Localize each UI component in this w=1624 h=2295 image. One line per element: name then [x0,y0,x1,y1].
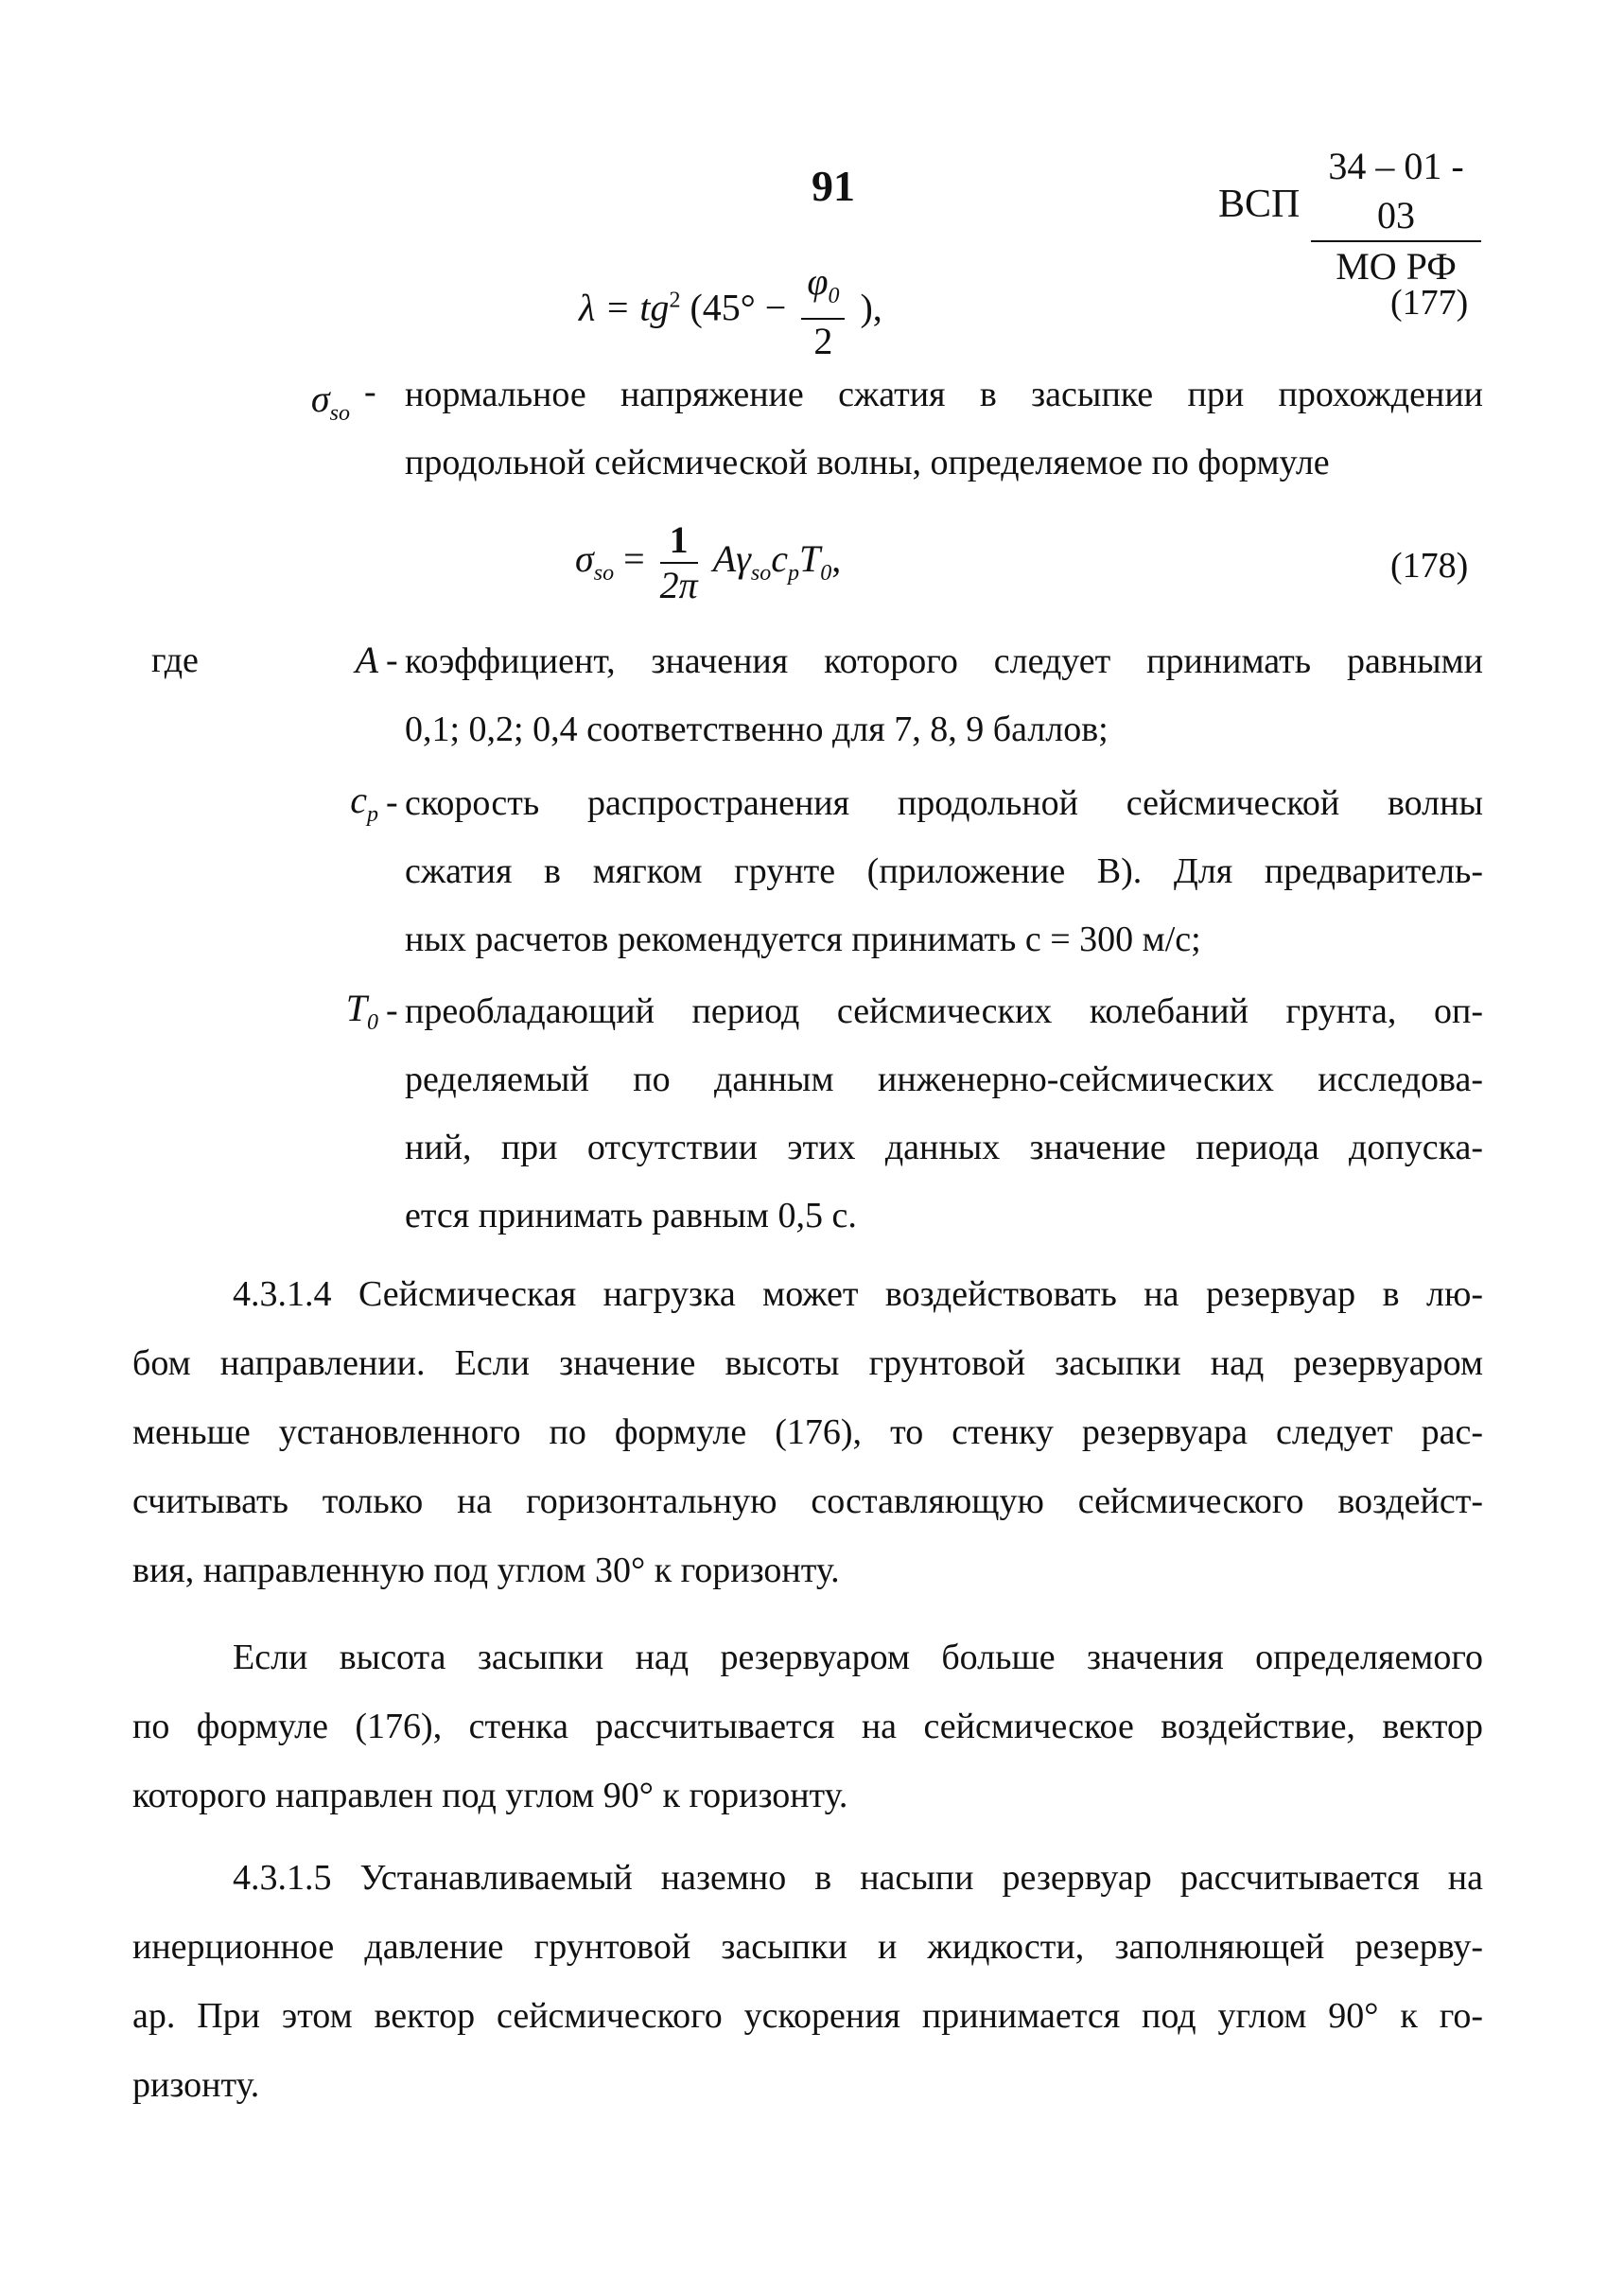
definition-A-symbol: A [355,639,378,681]
where-word: где [151,640,199,680]
para-4314-line-5: вия, направленную под углом 30° к горизонту. [132,1550,840,1590]
para-4314-line-2: бом направлении. Если значение высоты грунтовой засыпки над резервуаром [132,1343,1483,1383]
formula-178-eq: = [623,537,645,581]
formula-178 [575,518,841,607]
para-4315-line-2: инерционное давление грунтовой засыпки и жидкости, заполняющей резерву- [132,1927,1483,1967]
definition-T0-letter: T [345,987,367,1029]
definition-cp-line-3: ных расчетов рекомендуется принимать c = 300 м/с; [405,920,1201,959]
para-4315-line-4: ризонту. [132,2065,260,2105]
definition-T0-symbol [293,986,378,1036]
formula-177-frac-num-sub: 0 [828,284,840,308]
formula-178-frac-den: 2π [659,564,698,606]
sigma-so-line-1: нормальное напряжение сжатия в засыпке при прохождении [405,375,1483,414]
document-code-fraction [1311,142,1481,291]
para-4314-line-1: 4.3.1.4 Сейсмическая нагрузка может воздействовать на резервуар в лю- [233,1274,1483,1314]
definition-T0-line-4: ется принимать равным 0,5 с. [405,1196,857,1235]
definition-cp-sub: p [367,802,378,827]
definition-T0-sub: 0 [367,1010,378,1035]
document-code-prefix: ВСП [1218,183,1301,226]
formula-177-frac-num: φ [807,260,829,303]
sigma-so-line-2: продольной сейсмической волны, определяемое по формуле [405,443,1330,482]
definition-A-line-1: коэффициент, значения которого следует принимать равными [405,641,1483,681]
definition-cp-line-1: скорость распространения продольной сейсмической волны [405,783,1483,823]
formula-177 [579,260,882,363]
equation-number-177: (177) [1390,283,1469,323]
page-number: 91 [812,162,855,210]
para-4314-line-4: считывать только на горизонтальную составляющую сейсмического воздейст- [132,1481,1483,1521]
para-4315-line-3: ар. При этом вектор сейсмического ускорения принимается под углом 90° к го- [132,1996,1483,2036]
para-4314-line-3: меньше установленного по формуле (176), то стенку резервуара следует рас- [132,1412,1483,1452]
para-4315-line-1: 4.3.1.5 Устанавливаемый наземно в насыпи резервуар рассчитывается на [233,1858,1483,1898]
formula-177-exponent: 2 [669,288,681,313]
formula-178-fraction [660,518,698,607]
formula-177-lhs: λ = tg [579,286,670,329]
definition-T0-line-1: преобладающий период сейсмических колебаний грунта, оп- [405,991,1483,1031]
para-esli-line-1: Если высота засыпки над резервуаром больше значения определяемого [233,1638,1483,1677]
document-code-numerator: 34 – 01 - 03 [1311,142,1481,242]
formula-178-T-sub: 0 [820,561,832,587]
para-esli-line-3: которого направлен под углом 90° к горизонту. [132,1776,848,1815]
equation-number-178: (178) [1390,546,1469,586]
definition-A-dash: - [386,640,398,680]
definition-cp-symbol [293,778,378,828]
definition-cp-line-2: сжатия в мягком грунте (приложение В). Для предваритель- [405,851,1483,891]
sigma-symbol-letter: σ [310,377,330,420]
formula-178-c: c [771,537,788,581]
formula-178-c-sub: p [788,561,799,587]
definition-cp-dash: - [386,782,398,822]
sigma-so-symbol [265,377,350,427]
formula-178-A-gamma: Aγ [712,537,751,581]
formula-178-end: , [831,537,842,581]
definition-T0-dash: - [386,990,398,1030]
para-esli-line-2: по формуле (176), стенка рассчитывается на сейсмическое воздействие, вектор [132,1707,1483,1746]
definition-A-line-2: 0,1; 0,2; 0,4 соответственно для 7, 8, 9 баллов; [405,710,1109,749]
formula-178-gamma-sub: so [750,561,772,587]
formula-177-frac-den: 2 [813,320,833,362]
definition-T0-line-2: ределяемый по данным инженерно-сейсмических исследова- [405,1060,1483,1099]
formula-178-T: T [799,537,821,581]
definition-T0-line-3: ний, при отсутствии этих данных значение периода допуска- [405,1128,1483,1167]
formula-177-open: (45° − [690,286,787,329]
document-code-denominator: МО РФ [1336,245,1457,288]
formula-178-lhs-sub: so [593,561,615,587]
sigma-symbol-sub: so [329,401,350,426]
formula-178-lhs: σ [575,537,594,581]
formula-177-close: ), [860,286,882,329]
definition-cp-letter: c [350,779,367,821]
sigma-so-dash: - [364,372,376,412]
formula-177-fraction [801,260,845,363]
formula-178-frac-num: 1 [660,518,698,564]
